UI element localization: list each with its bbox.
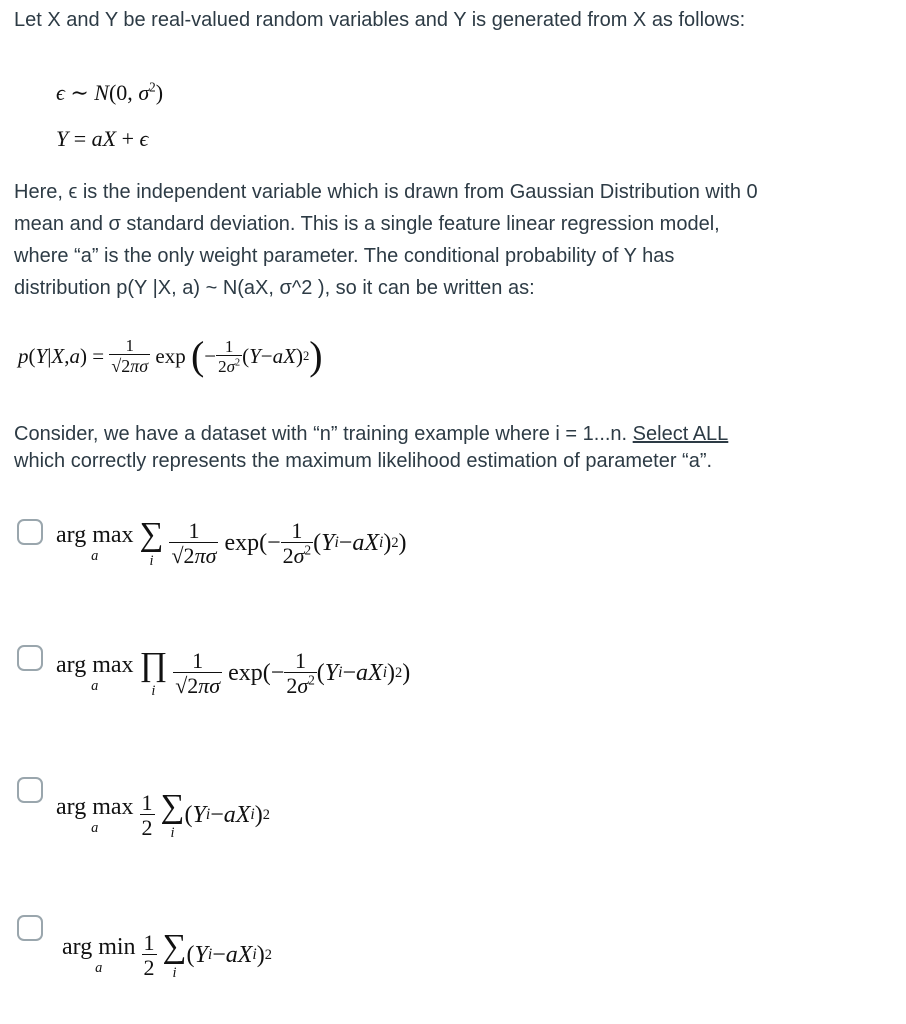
option-4-checkbox[interactable] <box>17 915 43 941</box>
option-2-formula: arg max a ∏ i $\frac{1}{√2\pi\sigma}$ exp(− $\frac{1}{2\sigma^2}$ ( Y i − aX i ) 2 ) <box>56 646 411 699</box>
option-1-operator: arg max <box>56 521 134 548</box>
description-line-4: distribution p(Y |X, a) ~ N(aX, σ^2 ), so it can be written as: <box>14 277 535 299</box>
option-4-operator: arg min <box>62 933 136 960</box>
intro-text: Let X and Y be real-valued random variables and Y is generated from X as follows: <box>14 9 746 31</box>
option-3-formula: arg max a $\frac{1}{2}$ ∑ i ( Y i − aX i ) 2 <box>56 788 270 841</box>
option-2-operator: arg max <box>56 651 134 678</box>
option-1-formula: arg max a ∑ i $\frac{1}{√2\pi\sigma}$ exp(− $\frac{1}{2\sigma^2}$ ( Y i − aX i ) 2 ) <box>56 516 407 569</box>
option-3-checkbox[interactable] <box>17 777 43 803</box>
option-4-operator-sub: a <box>95 959 103 976</box>
option-3-operator-sub: a <box>91 819 99 836</box>
option-2-checkbox[interactable] <box>17 645 43 671</box>
description-line-3: where “a” is the only weight parameter. The conditional probability of Y has <box>14 245 675 267</box>
select-all-emphasis: Select ALL <box>632 423 729 445</box>
option-3-operator: arg max <box>56 793 134 820</box>
likelihood-formula: p ( Y | X , a ) = $\frac{1}{√2\pi\sigma}$ exp ( − $\frac{1}{2\sigma^2}$ ( Y − aX ) 2 ) <box>18 333 323 378</box>
option-1-checkbox[interactable] <box>17 519 43 545</box>
description-line-1: Here, ϵ is the independent variable which is drawn from Gaussian Distribution with 0 <box>14 181 758 203</box>
description-line-2: mean and σ standard deviation. This is a single feature linear regression model, <box>14 213 720 235</box>
noise-equation: ϵ ∼ N(0, $\sigma^2$) <box>56 79 164 105</box>
option-1-operator-sub: a <box>91 547 99 564</box>
option-4-formula: arg min a $\frac{1}{2}$ ∑ i ( Y i − aX i ) 2 <box>62 928 272 981</box>
option-2-operator-sub: a <box>91 677 99 694</box>
consider-text: Consider, we have a dataset with “n” training example where i = 1...n. <box>14 423 633 445</box>
consider-line-2: which correctly represents the maximum likelihood estimation of parameter “a”. <box>14 450 713 472</box>
model-equation: Y = aX + ϵ <box>56 126 149 151</box>
